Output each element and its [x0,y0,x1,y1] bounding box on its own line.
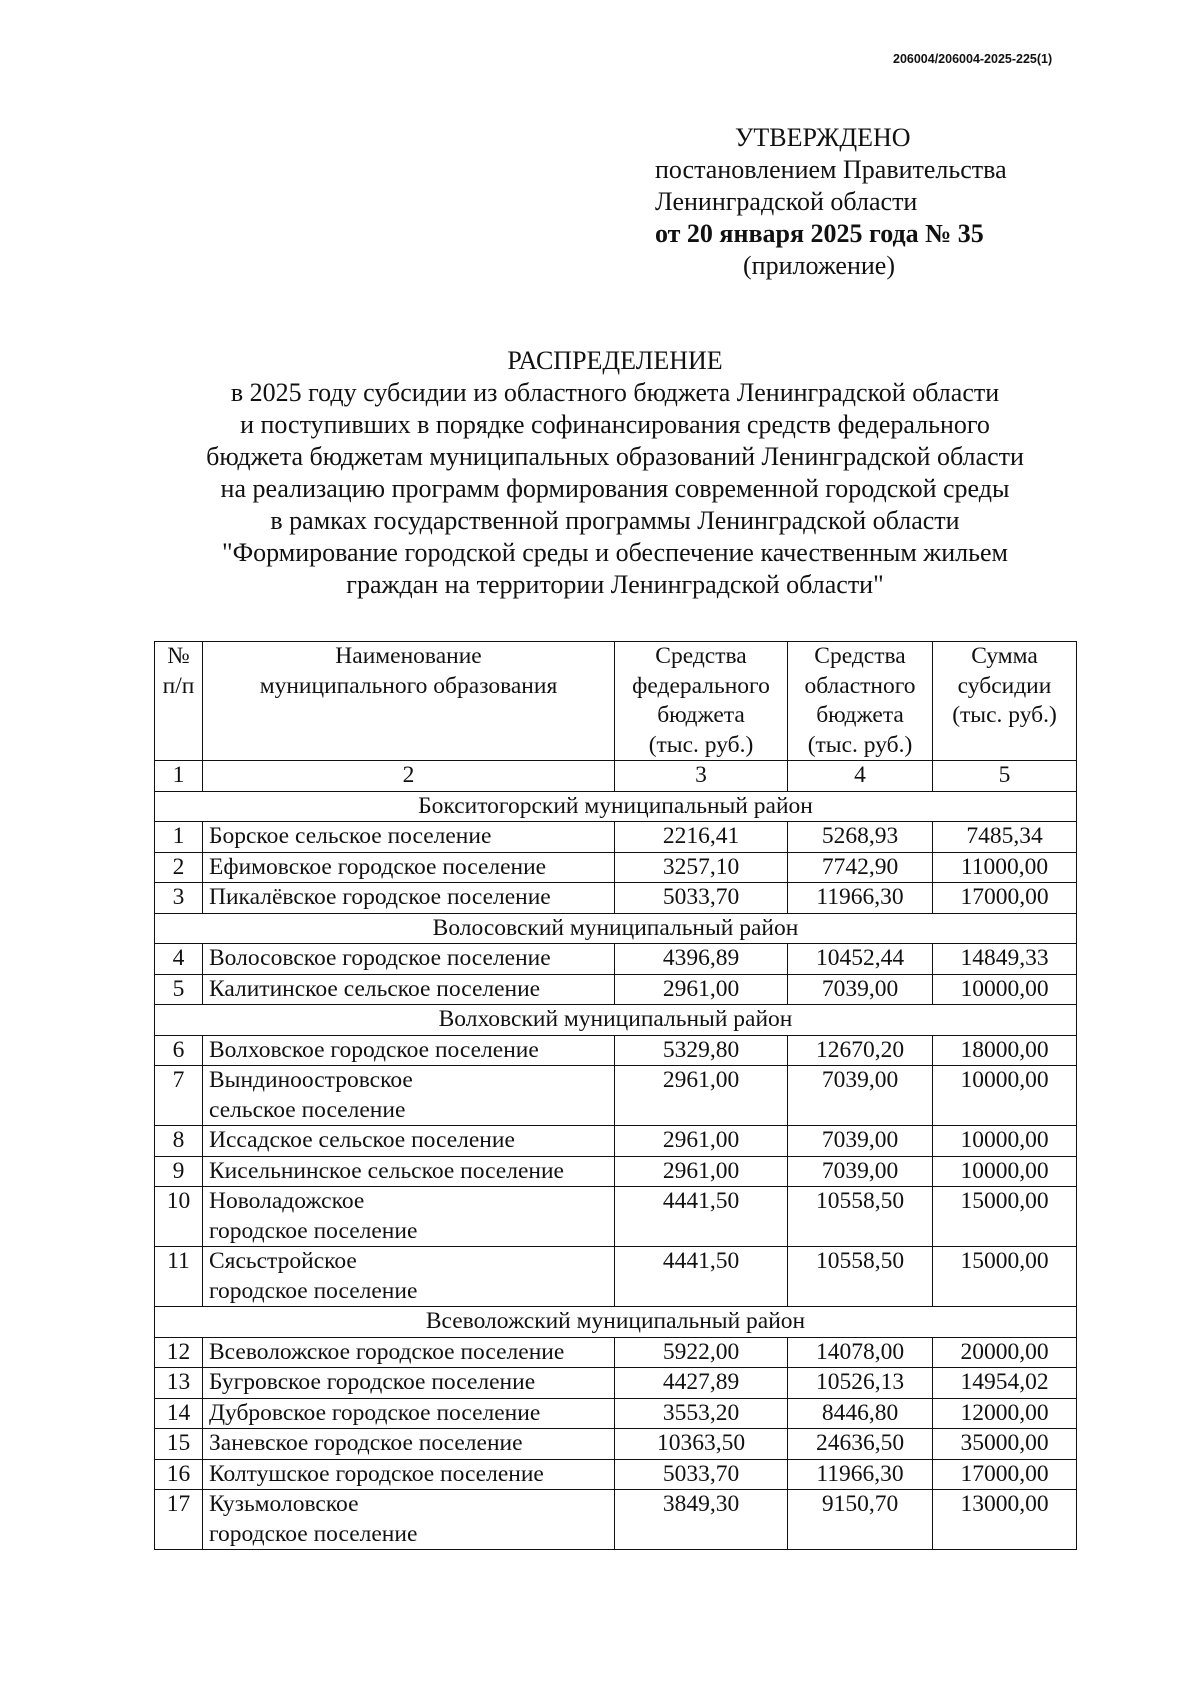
table-row [155,1187,1077,1247]
table-row [155,1066,1077,1126]
federal-funds: 5329,80 [615,1035,788,1066]
header-text: Сумма [971,643,1038,669]
regional-funds: 10526,13 [788,1368,933,1399]
row-number: 2 [155,852,203,883]
header-text: Наименование [335,643,482,669]
municipality-name-line: Волосовское городское поселение [209,945,551,971]
federal-funds: 4396,89 [615,944,788,975]
subsidy-total: 7485,34 [933,822,1077,853]
municipality-name-line: городское поселение [209,1520,418,1547]
municipality-name [203,1066,615,1126]
header-total [933,642,1077,761]
municipality-name-line: Вындиноостровское [209,1067,413,1093]
federal-funds: 4427,89 [615,1368,788,1399]
regional-funds: 8446,80 [788,1398,933,1429]
federal-funds: 5033,70 [615,883,788,914]
municipality-name [203,1126,615,1157]
municipality-name [203,1490,615,1550]
table-body [155,791,1077,1550]
column-number: 2 [203,761,615,792]
municipality-name-line: городское поселение [209,1217,418,1244]
federal-funds: 2961,00 [615,1126,788,1157]
header-text: областного [804,672,916,699]
municipality-name [203,1035,615,1066]
row-number: 12 [155,1337,203,1368]
table-row [155,944,1077,975]
municipality-name [203,1156,615,1187]
regional-funds: 11966,30 [788,883,933,914]
subsidy-total: 10000,00 [933,1156,1077,1187]
row-number: 4 [155,944,203,975]
subsidy-total: 15000,00 [933,1187,1077,1247]
municipality-name-line: Ефимовское городское поселение [209,853,547,880]
district-row [155,913,1077,944]
row-number: 10 [155,1187,203,1247]
regional-funds: 11966,30 [788,1459,933,1490]
table-row [155,974,1077,1005]
municipality-name [203,1368,615,1399]
district-name: Волосовский муниципальный район [155,913,1077,944]
federal-funds: 3553,20 [615,1398,788,1429]
table-row [155,1126,1077,1157]
header-text: № [167,643,190,669]
district-name: Волховский муниципальный район [155,1005,1077,1036]
municipality-name-line: Иссадское сельское поселение [209,1127,515,1153]
header-regional [788,642,933,761]
regional-funds: 10558,50 [788,1247,933,1307]
row-number: 15 [155,1429,203,1460]
regional-funds: 12670,20 [788,1035,933,1066]
municipality-name [203,822,615,853]
heading-line: в рамках государственной программы Ленинградской области [270,506,960,535]
header-text: бюджета [816,702,904,728]
municipality-name [203,1337,615,1368]
subsidy-total: 18000,00 [933,1035,1077,1066]
federal-funds: 10363,50 [615,1429,788,1460]
header-text: бюджета [657,702,745,728]
federal-funds: 4441,50 [615,1247,788,1307]
subsidy-total: 17000,00 [933,883,1077,914]
heading-line: на реализацию программ формирования современной городской среды [220,474,1010,503]
municipality-name-line: Бугровское городское поселение [209,1369,536,1395]
regional-funds: 7742,90 [788,852,933,883]
table-row [155,1459,1077,1490]
subsidy-total: 12000,00 [933,1398,1077,1429]
federal-funds: 3849,30 [615,1490,788,1550]
table-row [155,822,1077,853]
row-number: 3 [155,883,203,914]
regional-funds: 10558,50 [788,1187,933,1247]
column-number: 5 [933,761,1077,792]
heading-line: бюджета бюджетам муниципальных образований Ленинградской области [206,442,1024,471]
heading-line: "Формирование городской среды и обеспечение качественным жильем [221,538,1008,567]
federal-funds: 5922,00 [615,1337,788,1368]
table-row [155,1247,1077,1307]
federal-funds: 5033,70 [615,1459,788,1490]
district-name: Бокситогорский муниципальный район [155,791,1077,822]
row-number: 7 [155,1066,203,1126]
header-text: п/п [162,672,195,699]
approval-line: постановлением Правительства [655,155,1007,184]
municipality-name [203,1459,615,1490]
row-number: 14 [155,1398,203,1429]
municipality-name-line: Новоладожское [209,1188,365,1214]
municipality-name-line: Дубровское городское поселение [209,1399,541,1426]
municipality-name-line: Кузьмоловское [209,1491,359,1517]
table-row [155,883,1077,914]
table-row [155,1035,1077,1066]
approval-line: Ленинградской области [655,187,918,216]
district-row [155,791,1077,822]
federal-funds: 4441,50 [615,1187,788,1247]
header-row [155,642,1077,761]
subsidy-total: 13000,00 [933,1490,1077,1550]
regional-funds: 7039,00 [788,974,933,1005]
heading-line: в 2025 году субсидии из областного бюджета Ленинградской области [230,378,1000,407]
table-row [155,1368,1077,1399]
subsidy-total: 10000,00 [933,974,1077,1005]
regional-funds: 14078,00 [788,1337,933,1368]
header-text: (тыс. руб.) [807,731,913,758]
row-number: 11 [155,1247,203,1307]
municipality-name [203,1187,615,1247]
subsidy-table-wrapper [154,641,1077,1550]
municipality-name-line: городское поселение [209,1277,418,1304]
row-number: 5 [155,974,203,1005]
municipality-name [203,1247,615,1307]
row-number: 16 [155,1459,203,1490]
approval-note: (приложение) [743,251,896,280]
municipality-name-line: Всеволожское городское поселение [209,1338,565,1365]
document-id: 206004/206004-2025-225(1) [893,52,1053,66]
federal-funds: 2216,41 [615,822,788,853]
header-text: субсидии [957,672,1052,699]
subsidy-total: 10000,00 [933,1126,1077,1157]
regional-funds: 9150,70 [788,1490,933,1550]
row-number: 13 [155,1368,203,1399]
column-number-row [155,761,1077,792]
table-row [155,1337,1077,1368]
federal-funds: 2961,00 [615,1156,788,1187]
municipality-name-line: Сясьстройское [209,1248,357,1274]
column-number: 1 [155,761,203,792]
regional-funds: 7039,00 [788,1156,933,1187]
municipality-name-line: Заневское городское поселение [209,1430,523,1456]
header-text: (тыс. руб.) [648,731,754,758]
subsidy-total: 10000,00 [933,1066,1077,1126]
subsidy-total: 11000,00 [933,852,1077,883]
district-name: Всеволожский муниципальный район [155,1307,1077,1338]
municipality-name-line: Борское сельское поселение [209,823,492,849]
table-row [155,1490,1077,1550]
row-number: 9 [155,1156,203,1187]
header-name [203,642,615,761]
subsidy-total: 14849,33 [933,944,1077,975]
header-text: Средства [814,643,906,669]
table-row [155,1429,1077,1460]
table-row [155,1156,1077,1187]
municipality-name-line: Волховское городское поселение [209,1036,539,1063]
header-text: (тыс. руб.) [952,702,1057,728]
document-heading [0,345,1200,601]
district-row [155,1307,1077,1338]
regional-funds: 7039,00 [788,1126,933,1157]
regional-funds: 5268,93 [788,822,933,853]
row-number: 17 [155,1490,203,1550]
column-number: 4 [788,761,933,792]
municipality-name [203,883,615,914]
row-number: 6 [155,1035,203,1066]
municipality-name-line: Калитинское сельское поселение [209,975,541,1002]
subsidy-total: 14954,02 [933,1368,1077,1399]
municipality-name [203,852,615,883]
municipality-name [203,1398,615,1429]
approval-block [655,122,1007,282]
heading-line: и поступивших в порядке софинансирования средств федерального [240,410,990,439]
header-num [155,642,203,761]
subsidy-total: 15000,00 [933,1247,1077,1307]
municipality-name-line: Колтушское городское поселение [209,1460,544,1487]
district-row [155,1005,1077,1036]
federal-funds: 3257,10 [615,852,788,883]
federal-funds: 2961,00 [615,1066,788,1126]
regional-funds: 7039,00 [788,1066,933,1126]
header-text: муниципального образования [259,672,558,699]
municipality-name [203,974,615,1005]
header-text: Средства [655,643,747,669]
table-row [155,852,1077,883]
header-federal [615,642,788,761]
row-number: 1 [155,822,203,853]
subsidy-total: 17000,00 [933,1459,1077,1490]
regional-funds: 10452,44 [788,944,933,975]
municipality-name [203,944,615,975]
header-text: федерального [632,672,770,699]
regional-funds: 24636,50 [788,1429,933,1460]
row-number: 8 [155,1126,203,1157]
municipality-name-line: Пикалёвское городское поселение [209,884,551,910]
federal-funds: 2961,00 [615,974,788,1005]
municipality-name-line: Кисельнинское сельское поселение [209,1157,564,1184]
heading-line: граждан на территории Ленинградской области" [346,570,884,599]
document-title: РАСПРЕДЕЛЕНИЕ [507,346,723,375]
table-row [155,1398,1077,1429]
approval-title: УТВЕРЖДЕНО [735,123,911,152]
municipality-name-line: сельское поселение [209,1096,406,1123]
approval-date: от 20 января 2025 года № 35 [655,219,984,248]
subsidy-table [154,641,1077,1550]
column-number: 3 [615,761,788,792]
subsidy-total: 20000,00 [933,1337,1077,1368]
municipality-name [203,1429,615,1460]
subsidy-total: 35000,00 [933,1429,1077,1460]
